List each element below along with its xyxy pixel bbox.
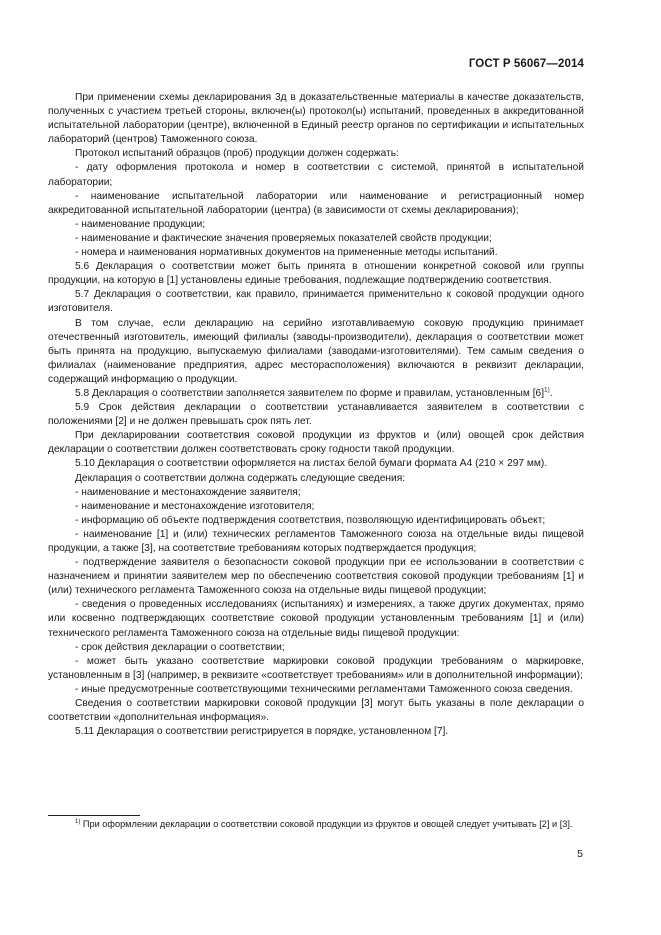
paragraph: При декларировании соответствия соковой продукции из фруктов и (или) овощей срок действия декларации о соответствии должен соответствовать сроку годности такой продукции. <box>48 430 584 456</box>
paragraph: В том случае, если декларацию на серийно изготавливаемую соковую продукцию принимает отечественный изготовитель, имеющий филиалы (заводы-производители), декларация о соответствии может быть принята на продукцию, выпускаемую филиалами (заводами-изготовителями). Тем самым сведения о филиалах (наименование предприятия, адрес месторасположения) включаются в реквизит декларации, содержащий информацию о продукции. <box>48 317 584 385</box>
footnote-marker: 1) <box>75 818 81 825</box>
clause-5-6: 5.6 Декларация о соответствии может быть принята в отношении конкретной соковой или группы продукции, на которую в [1] установлены единые требования, подлежащие подтверждению соответствия. <box>48 261 584 287</box>
list-item: - наименование испытательной лаборатории или наименование и регистрационный номер аккредитованной испытательной лаборатории (центра) (в зависимости от схемы декларирования); <box>48 190 584 216</box>
list-item: - наименование и фактические значения проверяемых показателей свойств продукции; <box>75 232 492 244</box>
document-body <box>48 91 584 739</box>
footnote-text: При оформлении декларации о соответствии соковой продукции из фруктов и овощей следует учитывать [2] и [3]. <box>80 819 573 829</box>
footnote <box>48 818 584 831</box>
footnote-divider <box>48 815 140 816</box>
list-item: - дату оформления протокола и номер в соответствии с системой, принятой в испытательной лаборатории; <box>48 162 584 188</box>
list-item: - наименование продукции; <box>75 218 206 230</box>
clause-5-11: 5.11 Декларация о соответствии регистрируется в порядке, установленном [7]. <box>75 726 449 738</box>
list-item: - наименование и местонахождение заявителя; <box>75 486 301 498</box>
clause-5-7: 5.7 Декларация о соответствии, как правило, принимается применительно к соковой продукции одного изготовителя. <box>48 289 584 315</box>
paragraph: При применении схемы декларирования 3д в доказательственные материалы в качестве доказательств, полученных с участием третьей стороны, включен(ы) протокол(ы) испытаний, проведенных в аккредитованной испытательной лаборатории (центре), включенной в Единый реестр органов по сертификации и испытательных лабораторий (центров) Таможенного союза. <box>48 92 584 146</box>
page-number: 5 <box>577 848 583 860</box>
clause-5-8 <box>48 387 584 401</box>
list-item: - наименование и местонахождение изготовителя; <box>75 500 315 512</box>
standard-designation: ГОСТ Р 56067—2014 <box>468 58 584 70</box>
paragraph: Декларация о соответствии должна содержать следующие сведения: <box>75 472 406 484</box>
paragraph: Протокол испытаний образцов (проб) продукции должен содержать: <box>75 148 399 160</box>
list-item: - подтверждение заявителя о безопасности соковой продукции при ее использовании в соответствии с назначением и принятии заявителем мер по обеспечению соответствия соковой продукции требованиям [1] и (или) технического регламента Таможенного союза на отдельные виды пищевой продукции; <box>48 557 584 597</box>
list-item: - информацию об объекте подтверждения соответствия, позволяющую идентифицировать объект; <box>75 514 546 526</box>
list-item: - сведения о проведенных исследованиях (испытаниях) и измерениях, а также других документах, прямо или косвенно подтверждающих соответствие соковой продукции установленным требованиям [1] и (или) технического регламента Таможенного союза на отдельные виды пищевой продукции: <box>48 599 584 639</box>
list-item: - может быть указано соответствие маркировки соковой продукции требованиям о маркировке, установленным в [3] (например, в реквизите «соответствует требованиям» или в дополнительной информации); <box>48 655 584 681</box>
list-item: - наименование [1] и (или) технических регламентов Таможенного союза на отдельные виды пищевой продукции, а также [3], на соответствие требованиям которых подтверждается продукция; <box>48 528 584 554</box>
list-item: - номера и наименования нормативных документов на примененные методы испытаний. <box>75 247 498 259</box>
paragraph: Сведения о соответствии маркировки соковой продукции [3] могут быть указаны в поле декларации о соответствии «дополнительная информация». <box>48 698 584 724</box>
clause-5-9: 5.9 Срок действия декларации о соответствии устанавливается заявителем в соответствии с положениями [2] и не должен превышать срок пять лет. <box>48 402 584 428</box>
list-item: - иные предусмотренные соответствующими техническими регламентами Таможенного союза сведения. <box>75 683 573 695</box>
clause-5-10: 5.10 Декларация о соответствии оформляется на листах белой бумаги формата А4 (210 × 297 мм). <box>75 458 548 470</box>
clause-5-8-end: . <box>549 387 553 399</box>
clause-5-8-text: 5.8 Декларация о соответствии заполняется заявителем по форме и правилам, установленным [6] <box>75 387 545 399</box>
list-item: - срок действия декларации о соответствии; <box>75 641 285 653</box>
footnote-reference: 1) <box>544 386 550 394</box>
